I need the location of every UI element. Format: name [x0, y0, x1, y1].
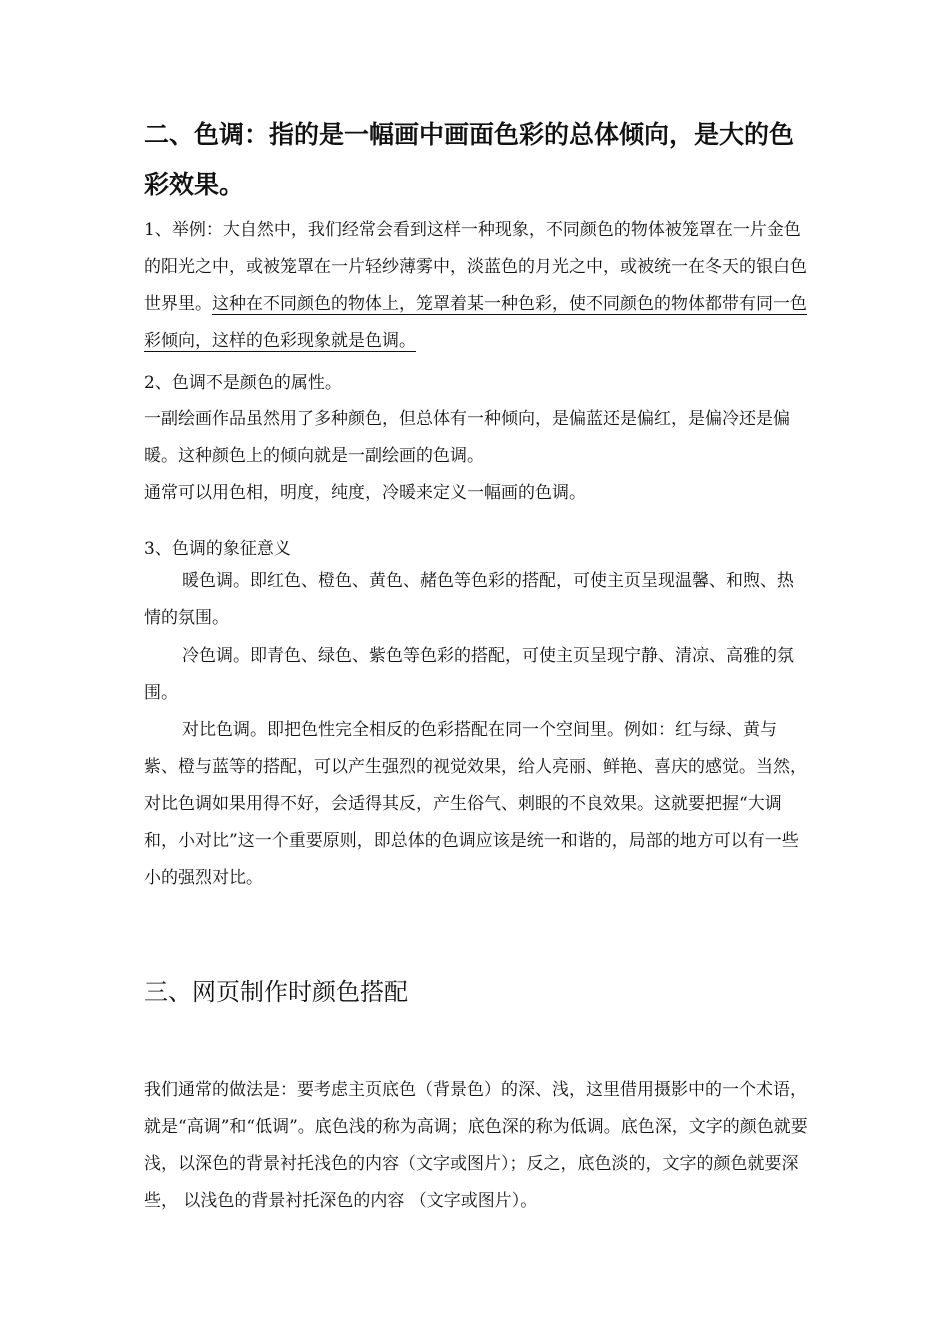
item2-title: 2、色调不是颜色的属性。 [144, 373, 342, 393]
cool-tone-paragraph: 冷色调。即青色、绿色、紫色等色彩的搭配，可使主页呈现宁静、清凉、高雅的氛围。 [144, 646, 794, 703]
item1-paragraph [144, 212, 809, 360]
item1-underlined-definition: 这种在不同颜色的物体上，笼罩着某一种色彩，使不同颜色的物体都带有同一色彩倾向，这样的色彩现象就是色调。 [144, 294, 807, 351]
item2-definition: 通常可以用色相，明度，纯度，冷暖来定义一幅画的色调。 [144, 483, 586, 503]
item2-paragraph: 一副绘画作品虽然用了多种颜色，但总体有一种倾向，是偏蓝还是偏红，是偏冷还是偏暖。这种颜色上的倾向就是一副绘画的色调。 [144, 409, 790, 466]
item3-title: 3、色调的象征意义 [144, 539, 291, 559]
section3-heading: 三、网页制作时颜色搭配 [144, 978, 408, 1006]
contrast-tone-paragraph: 对比色调。即把色性完全相反的色彩搭配在同一个空间里。例如：红与绿、黄与紫、橙与蓝等的搭配，可以产生强烈的视觉效果，给人亮丽、鲜艳、喜庆的感觉。当然，对比色调如果用得不好，会适得其反，产生俗气、刺眼的不良效果。这就要把握“大调和，小对比”这一个重要原则，即总体的色调应该是统一和谐的，局部的地方可以有一些小的强烈对比。 [144, 720, 807, 888]
section2-heading: 二、色调：指的是一幅画中画面色彩的总体倾向，是大的色彩效果。 [144, 120, 795, 199]
item1-text: 1、举例：大自然中，我们经常会看到这样一种现象，不同颜色的物体被笼罩在一片金色的阳光之中，或被笼罩在一片轻纱薄雾中，淡蓝色的月光之中，或被统一在冬天的银白色世界里。 [144, 220, 807, 314]
section3-paragraph: 我们通常的做法是：要考虑主页底色（背景色）的深、浅，这里借用摄影中的一个术语，就是“高调”和“低调”。底色浅的称为高调；底色深的称为低调。底色深，文字的颜色就要浅，以深色的背景衬托浅色的内容（文字或图片）；反之，底色淡的，文字的颜色就要深些， 以浅色的背景衬托深色的内容 （文字或图片）。 [144, 1080, 808, 1211]
warm-tone-paragraph: 暖色调。即红色、橙色、黄色、赭色等色彩的搭配，可使主页呈现温馨、和煦、热情的氛围。 [144, 571, 794, 628]
